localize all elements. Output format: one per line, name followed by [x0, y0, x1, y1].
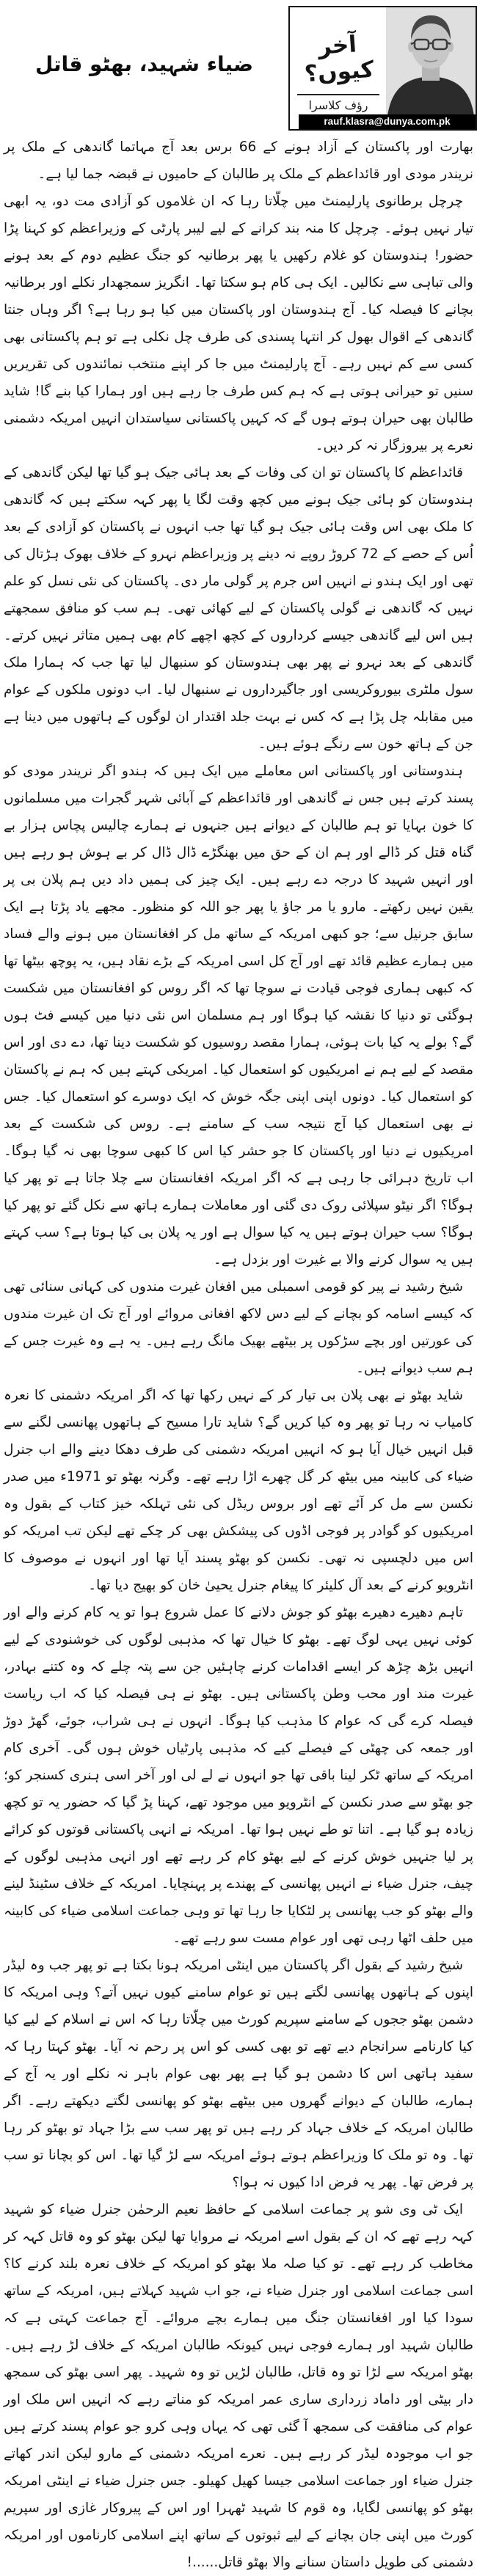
article-paragraph: تاہم دھیرے دھیرے بھٹو کو جوش دلانے کا عمل شروع ہوا تو یہ کام کرنے والے اور کوئی نہیں یہی لوگ تھے۔ بھٹو کا خیال تھا کہ مذہبی لوگوں کی خوشنودی کے لیے انہیں بڑھ چڑھ کر ایسے اقدامات کرنے چاہئیں جن سے پتہ چلے کہ وہ کتنے بہادر، غیرت مند اور محب وطن پاکستانی ہیں۔ بھٹو نے ہی فیصلہ کیا کہ اب ریاست فیصلہ کرے گی کہ عوام کا مذہب کیا ہوگا۔ انہوں نے ہی شراب، جوئے، گھڑ دوڑ اور جمعہ کی چھٹی کے فیصلے کیے کہ مذہبی پارٹیاں خوش ہوں گی۔ آخری کام امریکہ کے ساتھ ٹکر لینا باقی تھا جو انہوں نے لے لی اور آخر اسی ہنری کسنجر کو؛ جو بھٹو سے صدر نکسن کے انٹرویو میں موجود تھے، کہنا پڑ گیا کہ حضور یہ تو کچھ زیادہ ہو گیا ہے۔ اتنا تو طے نہیں ہوا تھا۔ امریکہ نے انہی پاکستانی قوتوں کو کرائے پر لیا جنہیں خوش کرنے کے لیے بھٹو کام کر رہے تھے اور انہی مذہبی لوگوں کے چیف، جنرل ضیاء نے انہیں پھانسی کے پھندے پر پہنچایا۔ امریکہ کے خلاف سٹینڈ لینے والے بھٹو کو جب پھانسی پر لٹکایا جا رہا تھا تو وہی جماعت اسلامی ضیاء کی کابینہ میں حلف اٹھا رہی تھی اور عوام مست سو رہے تھے۔ [4, 1605, 473, 1946]
article-paragraph: شاید بھٹو نے بھی پلان بی تیار کر کے نہیں رکھا تھا کہ اگر امریکہ دشمنی کا نعرہ کامیاب نہ رہا تو پھر وہ کیا کریں گے؟ شاید تارا مسیح کے ہاتھوں پھانسی لگنے سے قبل انہیں خیال آیا ہو کہ انہیں امریکہ دشمنی کی طرف دھکا دینے والے اب جنرل ضیاء کی کابینہ میں بیٹھ کر گل چھرے اڑا رہے تھے۔ وگرنہ بھٹو تو 1971ء میں صدر نکسن سے مل کر آئے تھے اور بروس ریڈل کی نئی تہلکہ خیز کتاب کے بقول وہ امریکیوں کو گوادر پر فوجی اڈوں کی پیشکش بھی کر چکے تھے لیکن تب امریکہ کو اس میں دلچسپی نہ تھی۔ نکسن کو بھٹو پسند آیا تھا اور انہوں نے موصوف کا انٹرویو کرنے کے بعد آل کلیئر کا پیغام جنرل یحییٰ خان کو بھیج دیا تھا۔ [4, 1388, 473, 1593]
author-photo [386, 7, 476, 116]
article-paragraph: ہندوستانی اور پاکستانی اس معاملے میں ایک ہیں کہ ہندو اگر نریندر مودی کو پسند کرتے ہیں جس نے گاندھی اور قائداعظم کے آبائی شہر گجرات میں مسلمانوں کا خون بہایا تو ہم طالبان کے دیوانے ہیں جنہوں نے ہمارے چالیس پچاس ہزار بے گناہ قتل کر ڈالے اور ہم ان کے حق میں بھنگڑے ڈال ڈال کر بے ہوش ہو رہے ہیں اور انہیں شہید کا درجہ دے رہے ہیں۔ ایک چیز کی ہمیں داد دیں ہم پلان بی پر یقین نہیں رکھتے۔ مارو یا مر جاؤ یا پھر جو اللہ کو منظور۔ مجھے یاد پڑتا ہے ایک سابق جرنیل سے؛ جو کبھی امریکہ کے ساتھ مل کر افغانستان میں ہونے والے فساد میں ہمارے عظیم قائد تھے اور آج کل اسی امریکہ کے بڑے نقاد ہیں، یہ پوچھ بیٹھا تھا کہ کبھی ہماری فوجی قیادت نے سوچا تھا کہ اگر روس کو افغانستان میں شکست ہوگئی تو دنیا کا نقشہ کیا ہوگا اور ہم مسلمان اس نئی دنیا میں کیسے فٹ ہوں گے؟ بولے یہ کیا بات ہوئی، ہمارا مقصد روسیوں کو شکست دینا تھا، دے دی اور اس مقصد کے لیے ہم نے امریکیوں کو استعمال کیا۔ امریکی کہتے ہیں کہ ہم نے پاکستان کو استعمال کیا۔ دونوں اپنی اپنی جگہ خوش کہ ایک دوسرے کو استعمال کیا۔ جس نے بھی استعمال کیا آج نتیجہ سب کے سامنے ہے۔ روس کی شکست کے بعد امریکیوں نے دنیا اور پاکستان کا جو حشر کیا اس کا کبھی سوچا بھی نہ گیا ہوگا۔ اب تاریخ دہرائی جا رہی ہے کہ اگر امریکہ افغانستان سے چلا جاتا ہے تو پھر کیا ہوگا؟ اگر نیٹو سپلائی روک دی گئی اور معاملات ہمارے ہاتھ سے نکل گئے تو پھر کیا ہوگا؟ سب حیران ہوتے ہیں یہ کیا سوال ہے اور یہ پلان بی کیا ہوتا ہے؟ سب کہتے ہیں یہ سوال کرنے والا بے غیرت اور بزدل ہے۔ [4, 764, 473, 1267]
author-masthead [288, 6, 477, 131]
article-paragraph: قائداعظم کا پاکستان تو ان کی وفات کے بعد ہائی جیک ہو گیا تھا لیکن گاندھی کے ہندوستان کو ہائی جیک ہونے میں کچھ وقت لگا یا پھر کہہ سکتے ہیں کہ گاندھی کا ملک بھی اس وقت ہائی جیک ہو گیا تھا جب انہوں نے پاکستان کو آزادی کے بعد اُس کے حصے کے 72 کروڑ روپے نہ دینے پر وزیراعظم نہرو کے خلاف بھوک ہڑتال کی تھی اور ایک ہندو نے انہیں اس جرم پر گولی مار دی۔ پاکستان کی نئی نسل کو علم نہیں کہ گاندھی نے گولی پاکستان کے لیے کھائی تھی۔ ہم سب کو منافق سمجھتے ہیں اس لیے گاندھی جیسے کرداروں کے کچھ اچھے کام بھی ہمیں متاثر نہیں کرتے۔ گاندھی کے بعد نہرو نے پھر بھی ہندوستان کو سنبھال لیا تھا جب کہ ہمارا ملک سول ملٹری بیوروکریسی اور جاگیرداروں نے سنبھال لیا۔ اب دونوں ملکوں کے عوام میں مقابلہ چل پڑا ہے کہ کس نے بہت جلد اقتدار ان لوگوں کے ہاتھوں میں دینا ہے جن کے ہاتھ خون سے رنگے ہوئے ہیں۔ [4, 465, 474, 752]
masthead-left-panel [291, 12, 385, 116]
article-paragraph: چرچل برطانوی پارلیمنٹ میں چلّاتا رہا کہ ان غلاموں کو آزادی مت دو، یہ ابھی تیار نہیں ہوئے۔ چرچل کا منہ بند کرانے کے لیے لیبر پارٹی کے وزیراعظم کو کہنا پڑا حضور! ہندوستان کو غلام رکھیں یا پھر برطانیہ کو جنگ عظیم دوم کے بعد ہونے والی تباہی سے نکالیں۔ ایک ہی کام ہو سکتا تھا۔ انگریز سمجھدار نکلے اور برطانیہ بچانے کا فیصلہ کیا۔ آج ہندوستان اور پاکستان میں کیا ہو رہا ہے؟ اگر وہاں جنتا گاندھی کے اقوال بھول کر انتہا پسندی کی طرف چل نکلی ہے تو ہم پاکستانی بھی کسی سے کم نہیں رہے۔ آج پارلیمنٹ میں جا کر اپنے منتخب نمائندوں کی تقریریں سنیں تو حیرانی ہوتی ہے کہ ہم کس طرف جا رہے ہیں اور ہمارا کیا بنے گا! شاید طالبان بھی حیران ہوتے ہوں گے کہ کہیں پاکستانی سیاستدان انہیں امریکہ دشمنی نعرے پر بیروزگار نہ کر دیں۔ [4, 194, 473, 453]
article-paragraph: بھارت اور پاکستان کے آزاد ہونے کے 66 برس بعد آج مہاتما گاندھی کے ملک پر نریندر مودی اور قائداعظم کے ملک پر طالبان کے حامیوں نے قبضہ جما لیا ہے۔ [4, 139, 473, 182]
article-title: ضیاء شہید، بھٹو قاتل [34, 51, 254, 76]
masthead-divider [297, 94, 379, 95]
article-paragraph: ایک ٹی وی شو پر جماعت اسلامی کے حافظ نعیم الرحمٰن جنرل ضیاء کو شہید کہہ رہے تھے کہ ان کے بقول اسے امریکہ نے مروایا تھا لیکن بھٹو کو وہ قاتل کہہ کر مخاطب کر رہے تھے۔ تو کیا صلہ ملا بھٹو کو امریکہ کے خلاف نعرہ بلند کرنے کا؟ اسی جماعت اسلامی اور جنرل ضیاء نے، جو اب شہید کہلاتے ہیں، امریکہ کے ساتھ سودا کیا اور افغانستان جنگ میں ہمارے بچے مروائے۔ آج جماعت کہتی ہے کہ طالبان شہید اور ہمارے فوجی نہیں کیونکہ طالبان امریکہ کے خلاف لڑ رہے ہیں۔ بھٹو امریکہ سے لڑا تو وہ قاتل، طالبان لڑیں تو وہ شہید۔ پھر اسی بھٹو کی سمجھ دار بیٹی اور داماد زرداری ساری عمر امریکہ کو مناتے رہے کہ انہیں اس ملک اور عوام کی منافقت کی سمجھ آ گئی تھی کہ یہاں وہی کرو جو عوام پسند کرتے ہیں جو اب موجودہ لیڈر کر رہے ہیں۔ نعرے امریکہ دشمنی کے مارو لیکن اندر کھاتے جنرل ضیاء اور جماعت اسلامی جیسا کھیل کھیلو۔ جس جنرل ضیاء نے اینٹی امریکہ بھٹو کو پھانسی لگایا، وہ قوم کا شہید ٹھہرا اور اس کے پیروکار غازی اور سپریم کورٹ میں اپنی جان بچانے کے لیے ثبوتوں کے ساتھ اپنے اسلامی کارناموں اور امریکہ دشمنی کی طویل داستان سنانے والا بھٹو قاتل......! [4, 2202, 473, 2570]
column-title: آخر کیوں؟ [303, 31, 375, 88]
author-name: رؤف کلاسرا [308, 98, 368, 112]
article-body [4, 133, 473, 2576]
author-email: rauf.klasra@dunya.com.pk [299, 114, 476, 129]
article-paragraph: شیخ رشید نے پیر کو قومی اسمبلی میں افغان غیرت مندوں کی کہانی سنائی تھی کہ کیسے اسامہ کو بچانے کے لیے دس لاکھ افغانی مروائے اور آج تک ان غیرت مندوں کی عورتیں اور بچے سڑکوں پر بیٹھے بھیک مانگ رہے ہیں۔ یہ ہے وہ غیرت جس کے ہم سب دیوانے ہیں۔ [4, 1279, 473, 1376]
article-paragraph: شیخ رشید کے بقول اگر پاکستان میں اینٹی امریکہ ہونا بکتا ہے تو پھر جب وہ لیڈر اپنوں کے ہاتھوں پھانسی لگتے ہیں تو عوام سامنے کیوں نہیں آتے؟ وہی امریکہ کا دشمن بھٹو ججوں کے سامنے سپریم کورٹ میں چلّاتا رہا کہ اس نے اسلام کے لیے کیا کیا کارنامے سرانجام دیے تھے تو بھی کسی کو اس پر رحم نہ آیا۔ بھٹو کہتا رہا کہ سفید ہاتھی اس کا دشمن ہو گیا ہے پھر بھی عوام باہر نہ نکلے اور یہ آج کے ہمارے، طالبان کے دیوانے گھروں میں بیٹھے بھٹو کو پھانسی لگتے دیکھتے رہے۔ اگر طالبان امریکہ کے خلاف جہاد کر رہے ہیں تو پھر سب سے بڑا جہاد تو بھٹو کر رہا تھا۔ وہ تو ملک کا وزیراعظم ہوتے ہوئے امریکہ سے لڑ گیا تھا۔ اس کو بچانا تو سب پر فرض تھا۔ پھر یہ فرض ادا کیوں نہ ہوا؟ [4, 1958, 473, 2190]
